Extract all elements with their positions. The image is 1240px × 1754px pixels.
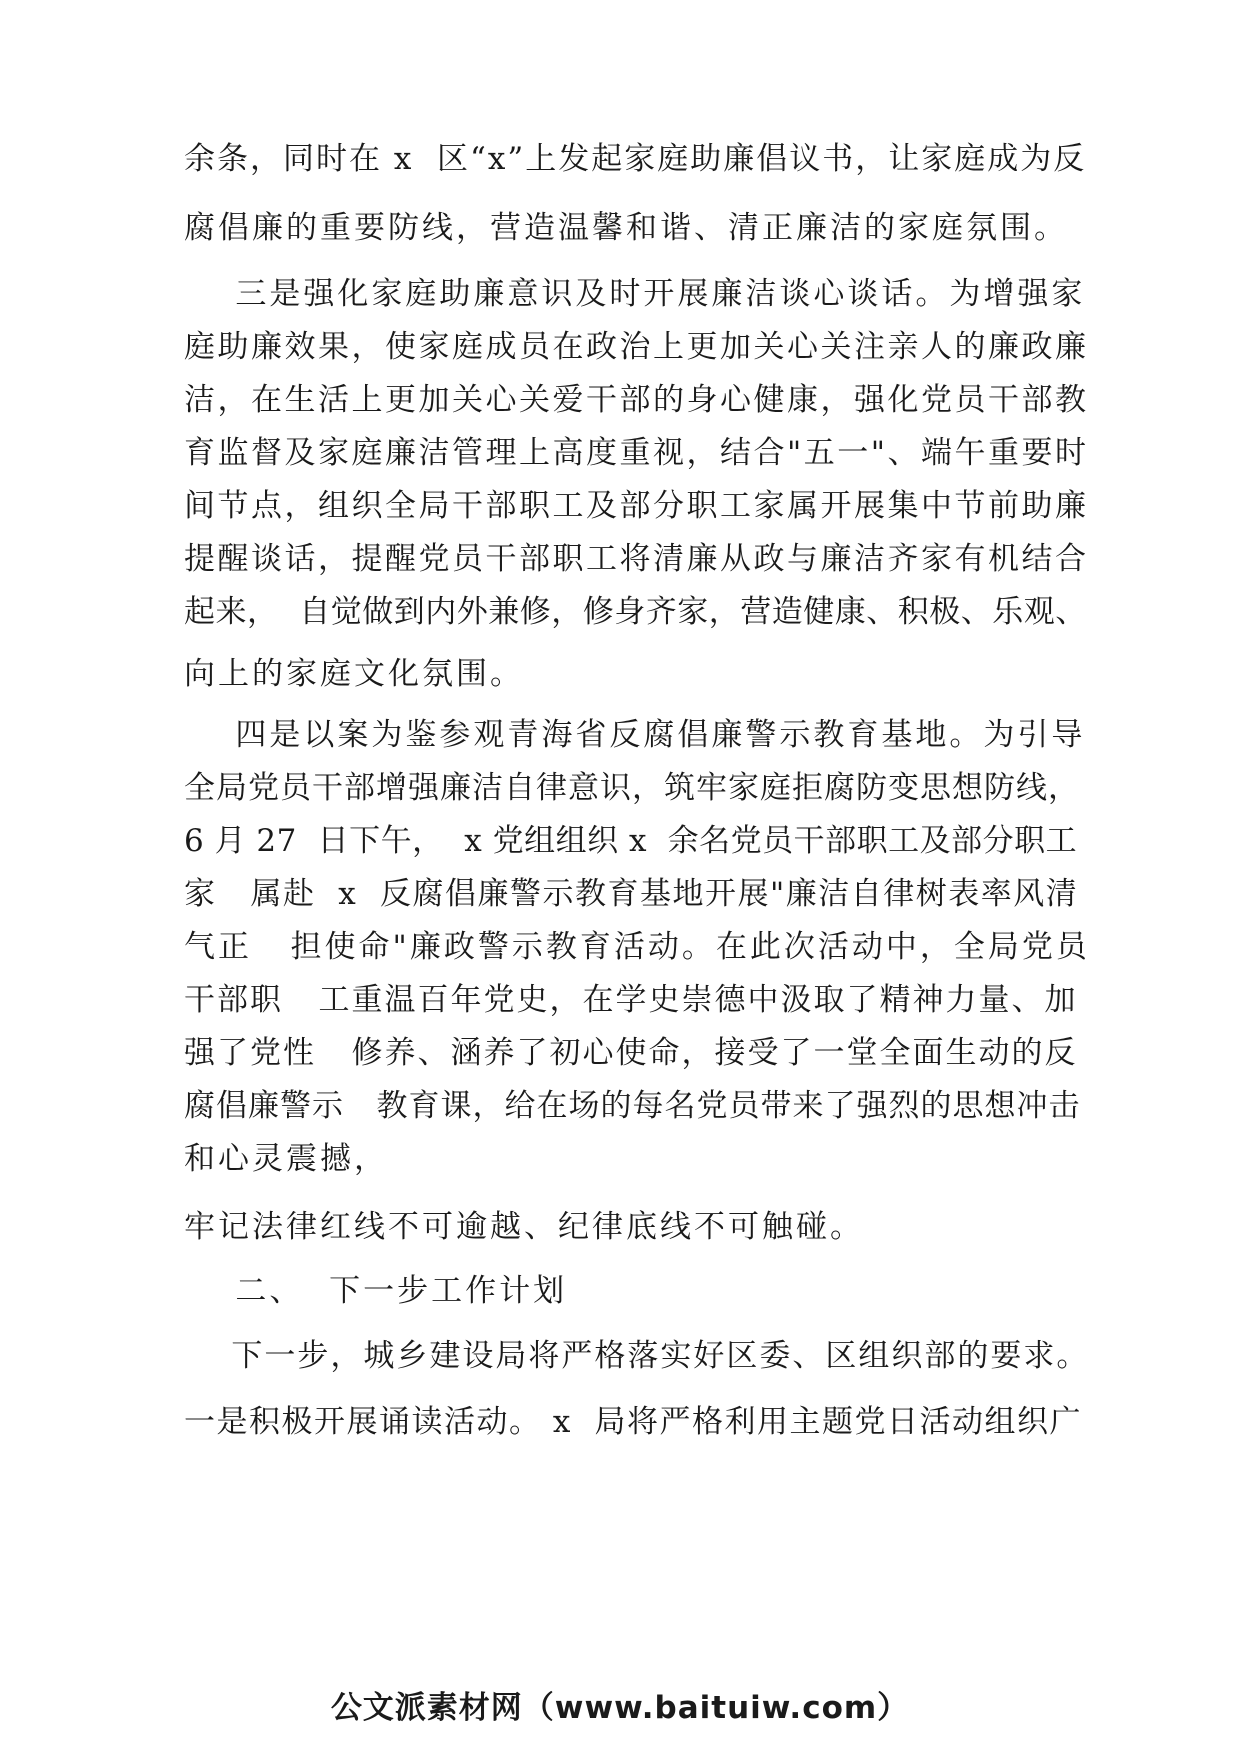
section-heading: 二、 下一步工作计划	[184, 1273, 568, 1309]
text-line: 洁，在生活上更加关心关爱干部的身心健康，强化党员干部教	[184, 382, 1089, 418]
text-line: 一是积极开展诵读活动。 x 局将严格利用主题党日活动组织广	[184, 1404, 1083, 1440]
text-line: 牢记法律红线不可逾越、纪律底线不可触碰。	[184, 1209, 864, 1245]
text-line: 庭助廉效果，使家庭成员在政治上更加关心关注亲人的廉政廉	[184, 329, 1089, 365]
text-line: 家 属赴 x 反腐倡廉警示教育基地开展"廉洁自律树表率风清	[184, 876, 1079, 912]
text-line: 全局党员干部增强廉洁自律意识，筑牢家庭拒腐防变思想防线，	[184, 770, 1080, 806]
text-line: 提醒谈话，提醒党员干部职工将清廉从政与廉洁齐家有机结合	[184, 541, 1089, 577]
text-line: 育监督及家庭廉洁管理上高度重视，结合"五一"、端午重要时	[184, 435, 1089, 471]
text-line: 和心灵震撼，	[184, 1141, 388, 1177]
text-line: 干部职 工重温百年党史，在学史崇德中汲取了精神力量、加	[184, 982, 1078, 1018]
text-line: 四是以案为鉴参观青海省反腐倡廉警示教育基地。为引导	[184, 717, 1086, 753]
text-line: 下一步，城乡建设局将严格落实好区委、区组织部的要求。	[184, 1338, 1090, 1374]
text-line: 三是强化家庭助廉意识及时开展廉洁谈心谈话。为增强家	[184, 276, 1086, 312]
text-line: 起来， 自觉做到内外兼修，修身齐家，营造健康、积极、乐观、	[184, 594, 1087, 630]
text-line: 向上的家庭文化氛围。	[184, 656, 524, 692]
text-line: 6 月 27 日下午， x 党组组织 x 余名党员干部职工及部分职工	[184, 823, 1078, 859]
footer-watermark: 公文派素材网（www.baituiw.com）	[330, 1690, 910, 1726]
text-line: 气正 担使命"廉政警示教育活动。在此次活动中，全局党员	[184, 929, 1090, 965]
text-line: 腐倡廉警示 教育课，给在场的每名党员带来了强烈的思想冲击	[184, 1088, 1081, 1124]
text-line: 腐倡廉的重要防线，营造温馨和谐、清正廉洁的家庭氛围。	[184, 210, 1068, 246]
text-line: 间节点，组织全局干部职工及部分职工家属开展集中节前助廉	[184, 488, 1089, 524]
text-line: 强了党性 修养、涵养了初心使命，接受了一堂全面生动的反	[184, 1035, 1078, 1071]
text-line: 余条，同时在 x 区“x”上发起家庭助廉倡议书，让家庭成为反	[184, 141, 1087, 177]
